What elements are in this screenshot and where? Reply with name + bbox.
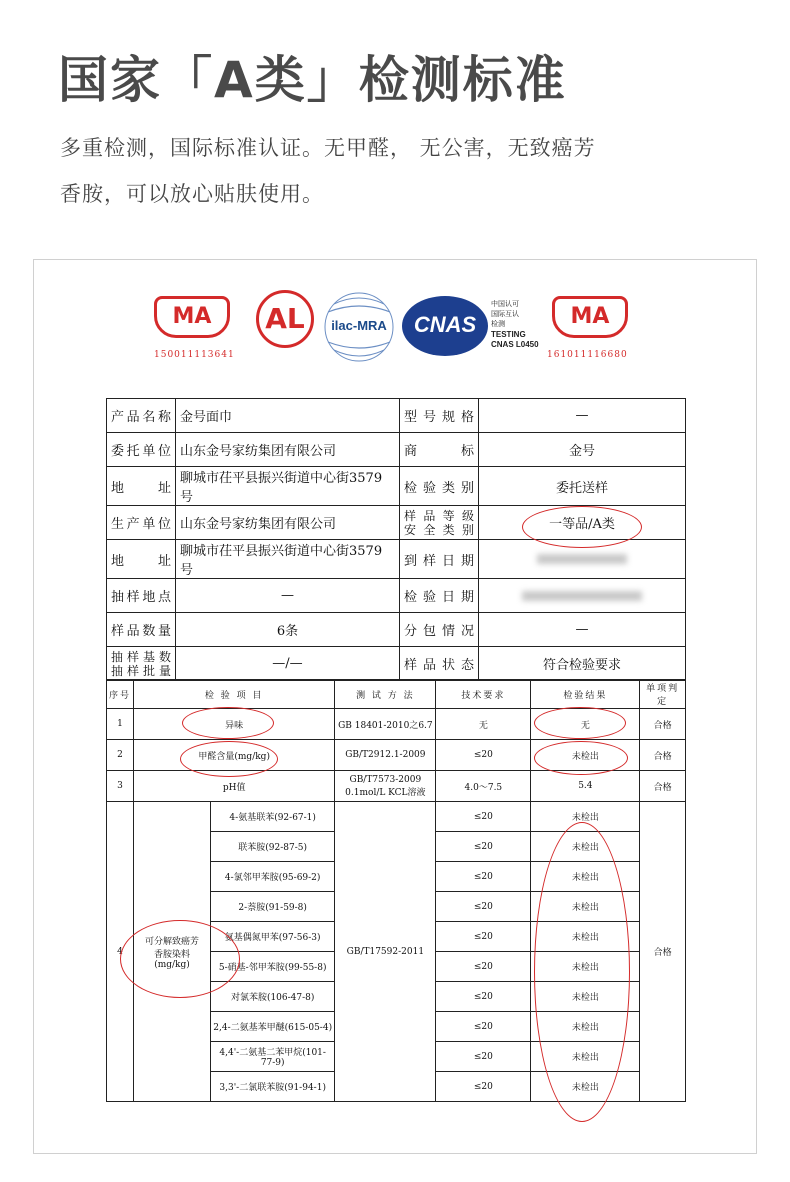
requirement: ≤20 xyxy=(436,832,531,862)
table-row xyxy=(107,740,686,771)
test-item: 甲醛含量(mg/kg) xyxy=(134,740,335,771)
ma-left-logo: MA xyxy=(154,296,230,338)
sub-item: 2,4-二氨基苯甲醚(615-05-4) xyxy=(211,1012,335,1042)
info-label: 分包情况 xyxy=(400,613,479,647)
cnas-side-text xyxy=(491,300,539,350)
info-label: 型号规格 xyxy=(400,399,479,433)
info-label: 委托单位 xyxy=(107,433,176,467)
result: 未检出 xyxy=(531,832,640,862)
cnas-side-cn-2: 国际互认 xyxy=(491,311,519,318)
column-header: 检 验 项 目 xyxy=(134,680,335,709)
info-value: 山东金号家纺集团有限公司 xyxy=(176,433,400,467)
info-label: 抽样地点 xyxy=(107,579,176,613)
info-value: — xyxy=(479,613,686,647)
group-item-line: 可分解致癌芳 xyxy=(144,936,199,947)
info-value: 金号 xyxy=(479,433,686,467)
info-value: 金号面巾 xyxy=(176,399,400,433)
cnas-side-en-2: CNAS L0450 xyxy=(491,340,539,349)
info-label: 样品状态 xyxy=(400,647,479,681)
cnas-label: CNAS xyxy=(413,312,477,337)
result: 无 xyxy=(531,709,640,740)
info-value: 一等品/A类 xyxy=(479,506,686,540)
info-label: 商 标 xyxy=(400,433,479,467)
sub-item: 对氯苯胺(106-47-8) xyxy=(211,982,335,1012)
row-number: 3 xyxy=(107,771,134,802)
test-item: pH值 xyxy=(134,771,335,802)
blurred-value xyxy=(537,554,627,564)
table-row xyxy=(107,506,686,540)
row-number: 1 xyxy=(107,709,134,740)
info-value: —/— xyxy=(176,647,400,681)
judgment: 合格 xyxy=(640,740,686,771)
result: 未检出 xyxy=(531,892,640,922)
certification-logos xyxy=(34,260,756,390)
ma-left-number: 150011113641 xyxy=(154,350,235,360)
column-header: 检验结果 xyxy=(531,680,640,709)
info-label xyxy=(107,647,176,681)
row-number: 4 xyxy=(107,802,134,1102)
requirement: ≤20 xyxy=(436,802,531,832)
requirement: ≤20 xyxy=(436,982,531,1012)
info-value: 符合检验要求 xyxy=(479,647,686,681)
subtitle-line-2: 香胺，可以放心贴肤使用。 xyxy=(60,182,324,206)
info-label-line: 抽样批量 xyxy=(111,663,171,678)
info-value: — xyxy=(176,579,400,613)
ma-right-logo: MA xyxy=(552,296,628,338)
result: 未检出 xyxy=(531,740,640,771)
table-row xyxy=(107,399,686,433)
info-value: 聊城市茌平县振兴街道中心街3579号 xyxy=(176,467,400,506)
sub-item: 4,4'-二氨基二苯甲烷(101-77-9) xyxy=(211,1042,335,1072)
sub-item: 联苯胺(92-87-5) xyxy=(211,832,335,862)
result: 未检出 xyxy=(531,982,640,1012)
info-label: 检验类别 xyxy=(400,467,479,506)
test-results-table xyxy=(106,679,686,1102)
table-row xyxy=(107,579,686,613)
table-row xyxy=(107,647,686,681)
result: 未检出 xyxy=(531,952,640,982)
blurred-value xyxy=(522,591,642,601)
requirement: ≤20 xyxy=(436,862,531,892)
test-method: GB/T2912.1-2009 xyxy=(335,740,436,771)
cnas-logo xyxy=(402,296,488,356)
ilac-label: ilac-MRA xyxy=(331,318,387,333)
requirement: ≤20 xyxy=(436,922,531,952)
requirement: ≤20 xyxy=(436,892,531,922)
method-line: 0.1mol/L KCL溶液 xyxy=(345,787,426,798)
sample-info-table xyxy=(106,398,686,681)
table-row xyxy=(107,467,686,506)
page-title: 国家「A类」检测标准 xyxy=(58,51,567,109)
judgment: 合格 xyxy=(640,709,686,740)
result: 未检出 xyxy=(531,1072,640,1102)
sub-item: 4-氯邻甲苯胺(95-69-2) xyxy=(211,862,335,892)
info-label: 样品数量 xyxy=(107,613,176,647)
sub-item: 2-萘胺(91-59-8) xyxy=(211,892,335,922)
result: 未检出 xyxy=(531,1042,640,1072)
info-label: 产品名称 xyxy=(107,399,176,433)
info-label xyxy=(400,506,479,540)
info-label: 检验日期 xyxy=(400,579,479,613)
test-method xyxy=(335,771,436,802)
info-label-line: 抽样基数 xyxy=(111,649,171,664)
info-value: 委托送样 xyxy=(479,467,686,506)
blurred-date xyxy=(479,540,686,579)
table-row xyxy=(107,540,686,579)
requirement: ≤20 xyxy=(436,1042,531,1072)
info-value: — xyxy=(479,399,686,433)
table-header-row xyxy=(107,680,686,709)
method-line: GB/T7573-2009 xyxy=(349,774,422,785)
result: 未检出 xyxy=(531,922,640,952)
table-row xyxy=(107,613,686,647)
test-method: GB 18401-2010之6.7 xyxy=(335,709,436,740)
info-label: 到样日期 xyxy=(400,540,479,579)
requirement: ≤20 xyxy=(436,740,531,771)
sub-item: 5-硝基-邻甲苯胺(99-55-8) xyxy=(211,952,335,982)
test-item: 异味 xyxy=(134,709,335,740)
test-report-document xyxy=(33,259,757,1154)
cnas-side-cn-3: 检测 xyxy=(491,321,505,328)
subtitle-line-1: 多重检测，国际标准认证。无甲醛， 无公害，无致癌芳 xyxy=(60,136,596,160)
info-value: 聊城市茌平县振兴街道中心街3579号 xyxy=(176,540,400,579)
table-row xyxy=(107,771,686,802)
info-label-line: 样品等级 xyxy=(404,508,474,523)
group-item-line: 香胺染料 xyxy=(153,949,190,960)
ma-right-number: 161011116680 xyxy=(547,350,628,360)
info-label: 地 址 xyxy=(107,540,176,579)
info-label: 生产单位 xyxy=(107,506,176,540)
result: 5.4 xyxy=(531,771,640,802)
sub-item: 氨基偶氮甲苯(97-56-3) xyxy=(211,922,335,952)
group-item xyxy=(134,802,211,1102)
group-item-line: (mg/kg) xyxy=(154,959,190,970)
table-row xyxy=(107,709,686,740)
column-header: 单项判定 xyxy=(640,680,686,709)
column-header: 测 试 方 法 xyxy=(335,680,436,709)
judgment: 合格 xyxy=(640,771,686,802)
requirement: 4.0～7.5 xyxy=(436,771,531,802)
info-label: 地 址 xyxy=(107,467,176,506)
requirement: ≤20 xyxy=(436,952,531,982)
cnas-side-en-1: TESTING xyxy=(491,330,526,339)
result: 未检出 xyxy=(531,802,640,832)
row-number: 2 xyxy=(107,740,134,771)
requirement: 无 xyxy=(436,709,531,740)
test-method: GB/T17592-2011 xyxy=(335,802,436,1102)
table-row xyxy=(107,433,686,467)
info-value: 6条 xyxy=(176,613,400,647)
result: 未检出 xyxy=(531,862,640,892)
column-header: 技术要求 xyxy=(436,680,531,709)
requirement: ≤20 xyxy=(436,1072,531,1102)
requirement: ≤20 xyxy=(436,1012,531,1042)
cal-logo: AL xyxy=(256,290,314,348)
sub-item: 4-氨基联苯(92-67-1) xyxy=(211,802,335,832)
blurred-date xyxy=(479,579,686,613)
info-value: 山东金号家纺集团有限公司 xyxy=(176,506,400,540)
cnas-side-cn-1: 中国认可 xyxy=(491,301,519,308)
info-label-line: 安全类别 xyxy=(404,522,474,537)
result: 未检出 xyxy=(531,1012,640,1042)
ilac-mra-logo xyxy=(320,290,398,364)
table-row xyxy=(107,802,686,832)
sub-item: 3,3'-二氯联苯胺(91-94-1) xyxy=(211,1072,335,1102)
judgment: 合格 xyxy=(640,802,686,1102)
column-header: 序号 xyxy=(107,680,134,709)
